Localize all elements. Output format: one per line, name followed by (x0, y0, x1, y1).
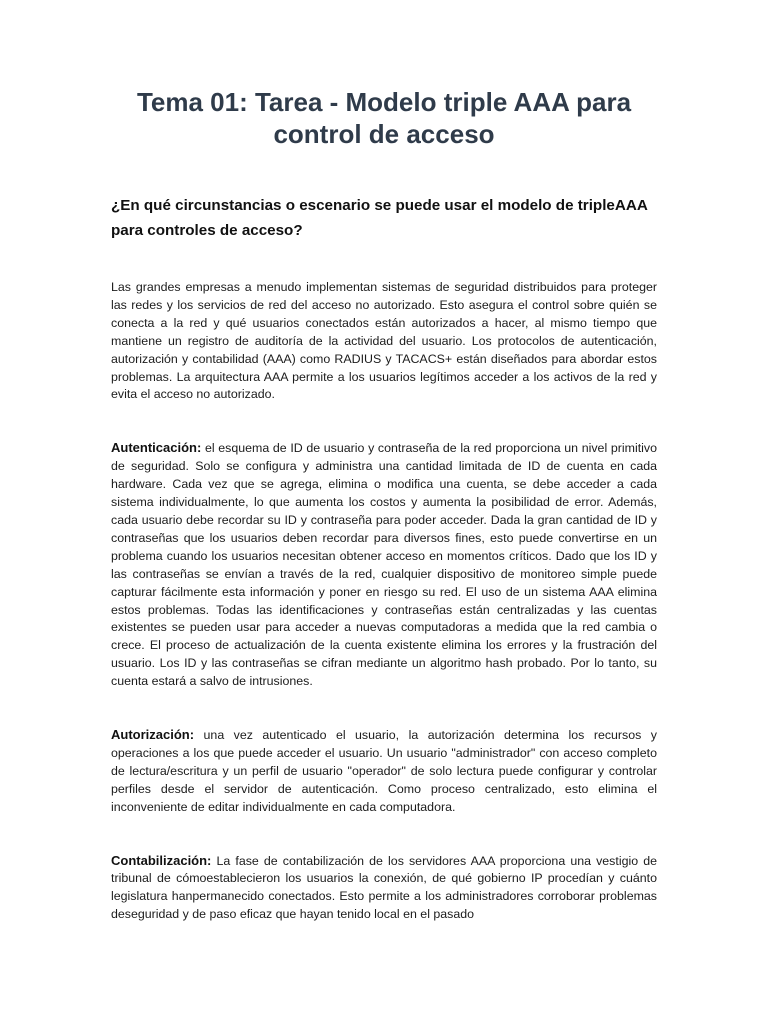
authentication-paragraph (111, 439, 657, 691)
accounting-paragraph (111, 852, 657, 925)
page-title: Tema 01: Tarea - Modelo triple AAA para control de acceso (136, 87, 632, 149)
authorization-heading: Autorización: (111, 727, 195, 743)
accounting-heading: Contabilización: (111, 852, 212, 868)
authentication-heading: Autenticación: (111, 440, 202, 456)
authentication-body: el esquema de ID de usuario y contraseña de la red proporciona un nivel primitivo de seguridad. Solo se configura y administra una cantidad limitada de ID de cuenta en cada hardware. Cada vez que se agrega, elimina o modifica una cuenta, se debe acceder a cada sistema individualmente, lo que aumenta los costos y aumenta la posibilidad de error. Además, cada usuario debe recordar su ID y contraseña para poder acceder. Dada la gran cantidad de ID y contraseñas que los usuarios deben recordar para diversos fines, esto puede convertirse en un problema cuando los usuarios necesitan obtener acceso en momentos críticos. Dado que los ID y las contraseñas se envían a través de la red, cualquier dispositivo de monitoreo simple puede capturar fácilmente esta información y poner en riesgo su red. El uso de un sistema AAA elimina estos problemas. Todas las identificaciones y contraseñas están centralizadas y las cuentas existentes se pueden usar para acceder a nuevas computadoras a medida que la red cambia o crece. El proceso de actualización de la cuenta existente elimina los errores y la frustración del usuario. Los ID y las contraseñas se cifran mediante un algoritmo hash probado. Por lo tanto, su cuenta estará a salvo de intrusiones. (111, 441, 657, 689)
authorization-body: una vez autenticado el usuario, la autorización determina los recursos y operaciones a los que puede acceder el usuario. Un usuario "administrador" con acceso completo de lectura/escritura y un perfil de usuario "operador" de solo lectura puede configurar y controlar perfiles desde el servidor de autenticación. Como proceso centralizado, esto elimina el inconveniente de editar individualmente en cada computadora. (111, 728, 657, 814)
accounting-body: La fase de contabilización de los servidores AAA proporciona una vestigio de tribunal de cómoestablecieron los usuarios la conexión, de qué gobierno IP procedían y cuánto legislatura hanpermanecido conectados. Esto permite a los administradores corroborar problemas deseguridad y de paso eficaz que hayan tenido local en el pasado (111, 853, 657, 922)
intro-paragraph: Las grandes empresas a menudo implementan sistemas de seguridad distribuidos para proteger las redes y los servicios de red del acceso no autorizado. Esto asegura el control sobre quién se conecta a la red y qué usuarios conectados están autorizados a hacer, al mismo tiempo que mantiene un registro de auditoría de la actividad del usuario. Los protocolos de autenticación, autorización y contabilidad (AAA) como RADIUS y TACACS+ están diseñados para abordar estos problemas. La arquitectura AAA permite a los usuarios legítimos acceder a los activos de la red y evita el acceso no autorizado. (111, 280, 657, 402)
question-heading: ¿En qué circunstancias o escenario se puede usar el modelo de tripleAAA para controles de acceso? (111, 197, 648, 239)
authorization-paragraph (111, 726, 657, 817)
